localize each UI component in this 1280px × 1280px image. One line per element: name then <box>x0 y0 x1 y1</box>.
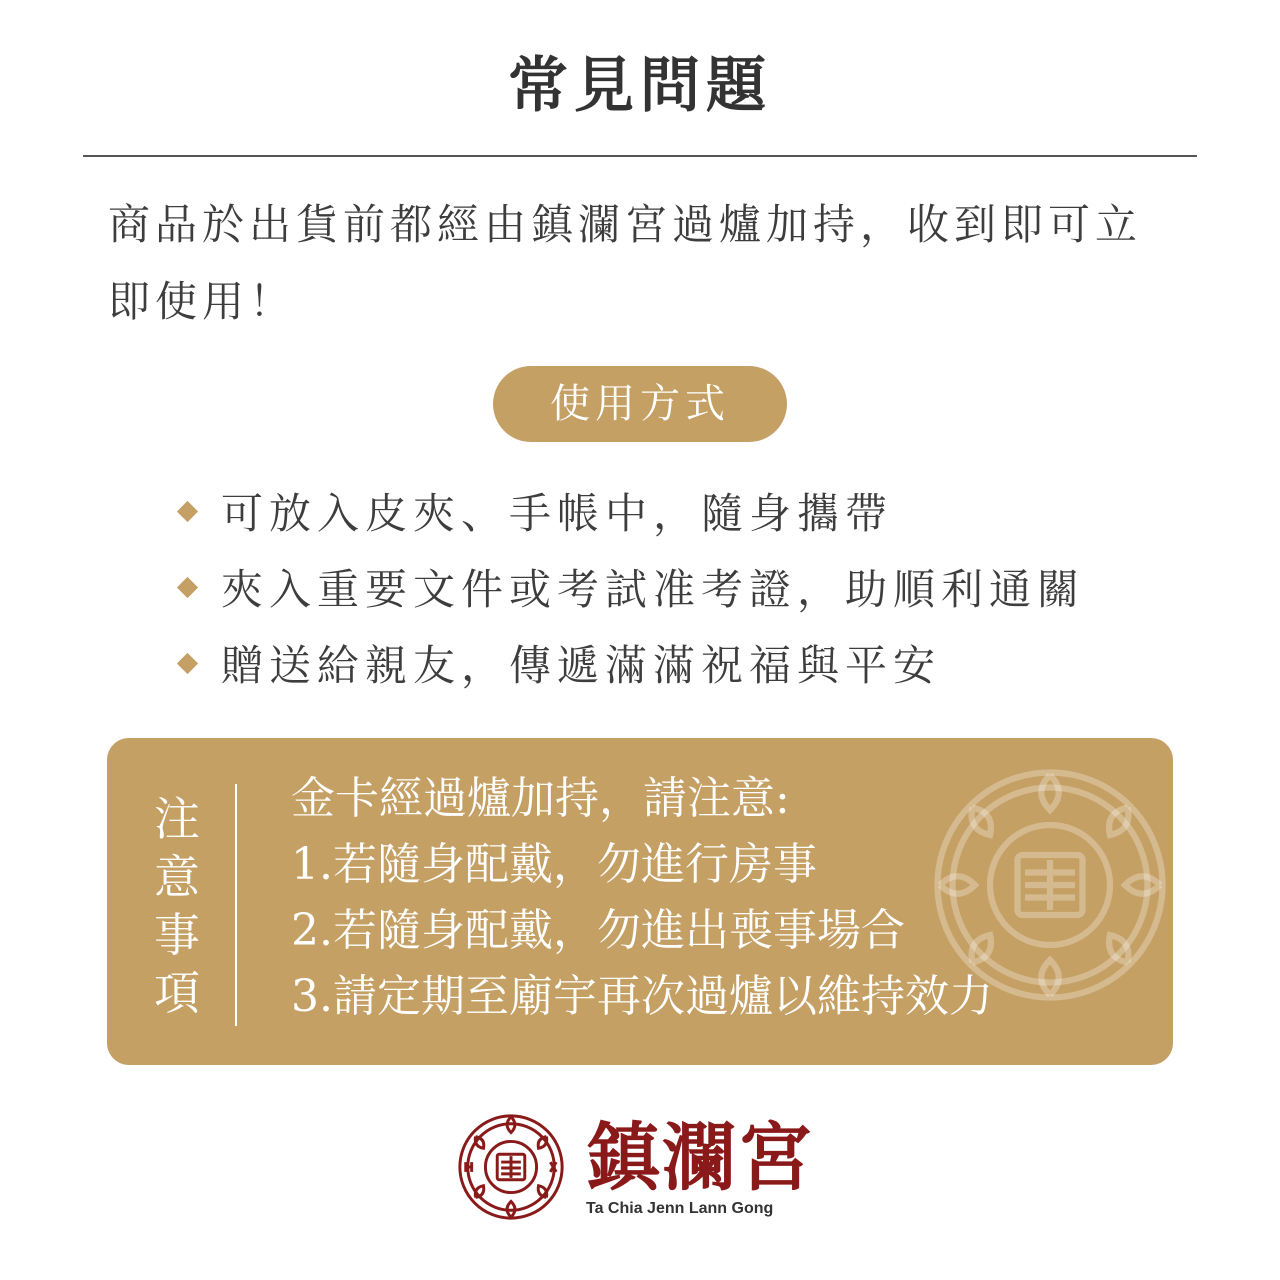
brand-logo <box>452 1112 832 1222</box>
diamond-icon <box>177 500 198 521</box>
temple-seal-icon <box>452 1112 570 1222</box>
page-title: 常見問題 <box>508 51 772 121</box>
notice-item: 2.若隨身配戴，勿進出喪事場合 <box>291 905 905 956</box>
title-divider <box>83 155 1197 157</box>
notice-list <box>291 766 993 1030</box>
usage-section-label: 使用方式 <box>493 366 787 442</box>
notice-divider <box>235 784 237 1026</box>
usage-item <box>175 625 1085 701</box>
usage-item-text: 贈送給親友，傳遞滿滿祝福與平安 <box>221 641 942 690</box>
diamond-icon <box>177 576 198 597</box>
intro-text: 商品於出貨前都經由鎮瀾宮過爐加持，收到即可立即使用！ <box>108 200 1143 326</box>
usage-item <box>175 473 1085 549</box>
brand-name: 鎮瀾宮 <box>586 1115 814 1201</box>
usage-item-text: 夾入重要文件或考試准考證，助順利通關 <box>221 565 1086 614</box>
usage-list <box>175 473 1085 701</box>
notice-label: 注意事項 <box>154 792 200 1020</box>
notice-item: 1.若隨身配戴，勿進行房事 <box>291 839 817 890</box>
usage-item-text: 可放入皮夾、手帳中，隨身攜帶 <box>221 489 894 538</box>
brand-english-name: Ta Chia Jenn Lann Gong <box>586 1200 774 1217</box>
notice-heading: 金卡經過爐加持，請注意: <box>291 773 790 824</box>
notice-item: 3.請定期至廟宇再次過爐以維持效力 <box>291 971 993 1022</box>
diamond-icon <box>177 652 198 673</box>
usage-item <box>175 549 1085 625</box>
notice-panel <box>107 738 1173 1065</box>
